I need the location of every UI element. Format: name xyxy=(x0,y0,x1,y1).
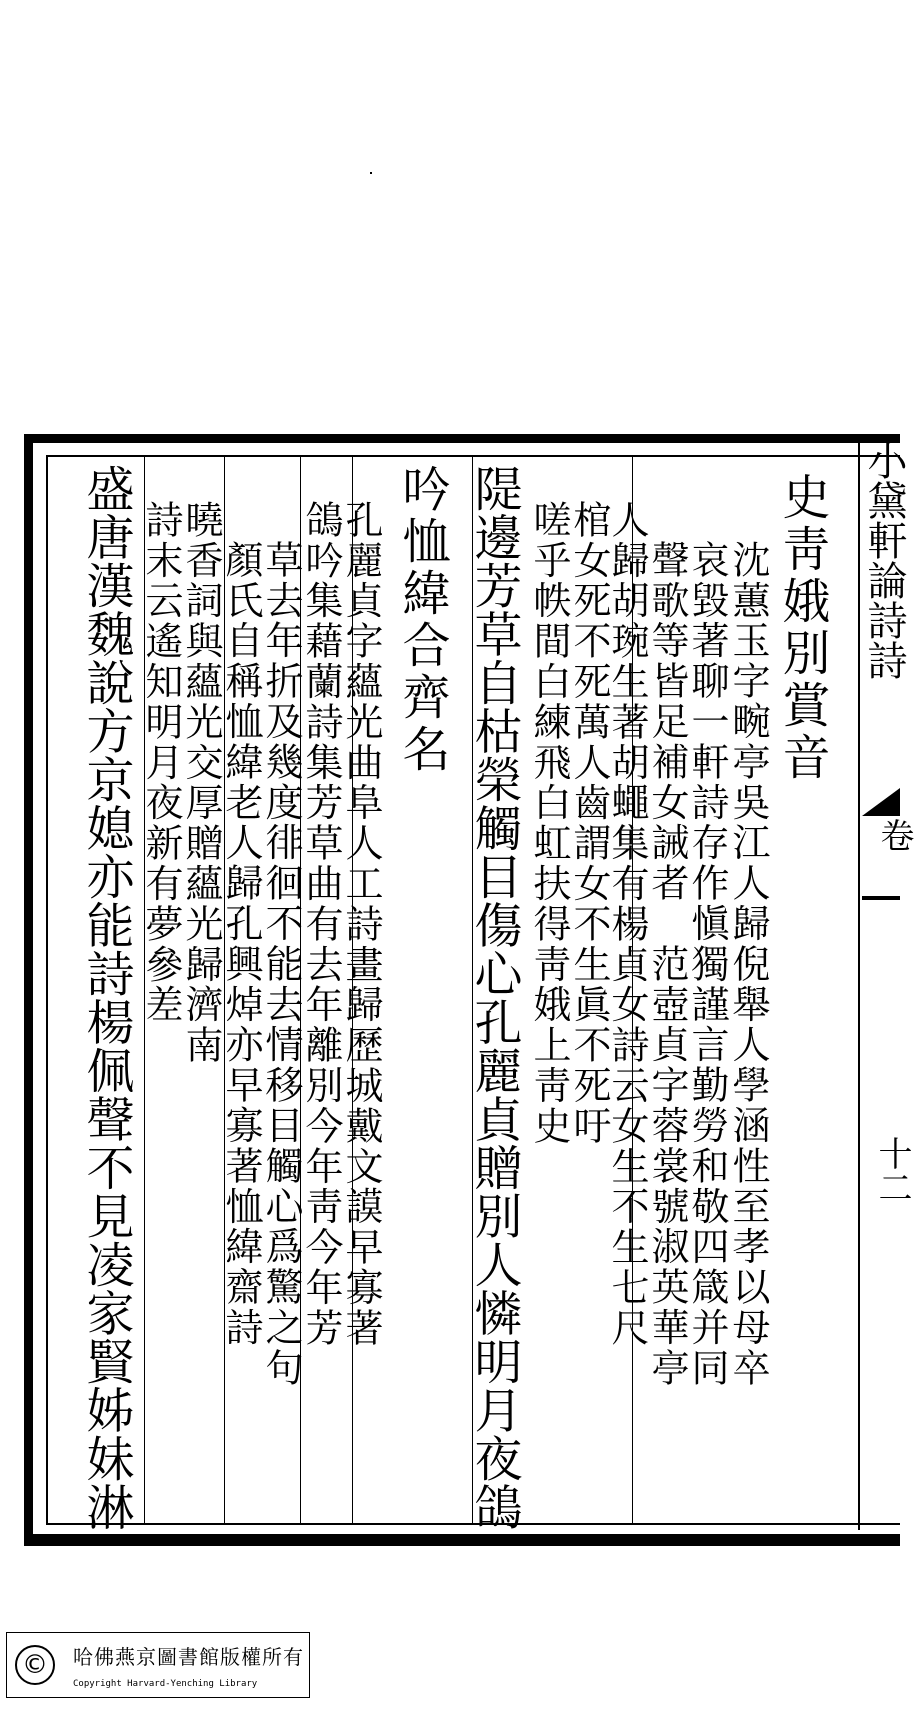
commentary-column: 棺女死不死萬人齒謂女不生眞不死吁 xyxy=(567,500,611,1147)
commentary-column: 聲歌等皆足補女誡者 范壺貞字蓉裳號淑英華亭 xyxy=(645,540,689,1389)
commentary-column: 哀毀著聊一軒詩存作愼獨謹言勤勞和敬四箴并同 xyxy=(685,540,729,1389)
fold-divider xyxy=(862,896,900,900)
fold-book-title: 小黛軒論詩詩 xyxy=(861,440,907,680)
commentary-column: 曉香詞與蘊光交厚贈蘊光歸濟南 xyxy=(179,500,223,1066)
copyright-english: Copyright Harvard-Yenching Library xyxy=(73,1679,258,1689)
commentary-column: 詩末云遙知明月夜新有夢參差 xyxy=(139,500,183,1026)
commentary-column: 沈蕙玉字畹亭吳江人歸倪舉人學涵性至孝以母卒 xyxy=(726,540,770,1389)
poem-title: 史靑娥別賞音 xyxy=(774,472,830,784)
commentary-column: 嗟乎帙間白練飛白虹扶得靑娥上靑史 xyxy=(527,500,571,1147)
commentary-column: 顏氏自稱恤緯老人歸孔興焯亦早寡著恤緯齋詩 xyxy=(219,540,263,1348)
copyright-stamp xyxy=(6,1632,310,1698)
commentary-column: 鴿吟集藉蘭詩集芳草曲有去年離別今年靑今年芳 xyxy=(299,500,343,1349)
copyright-chinese: 哈佛燕京圖書館版權所有 xyxy=(73,1645,304,1669)
commentary-column: 人歸胡琬生著胡蠅集有楊貞女詩云女生不生七尺 xyxy=(605,500,649,1349)
verse-column: 隄邊芳草自枯榮觸目傷心孔麗貞贈別人憐明月夜鴿 xyxy=(466,464,522,1531)
commentary-column: 草去年折及幾度徘徊不能去情移目觸心爲驚之句 xyxy=(259,540,303,1389)
fold-juan-label: 卷 xyxy=(874,818,914,852)
commentary-column: 孔麗貞字蘊光曲阜人工詩畫歸歷城戴文謨早寡著 xyxy=(339,500,383,1349)
copyright-icon: © xyxy=(15,1645,55,1685)
fold-page-number: 十二 xyxy=(872,1136,912,1204)
verse-column: 盛唐漢魏說方京媳亦能詩楊佩聲不見凌家賢姊妹淋 xyxy=(78,464,134,1531)
verse-column: 吟恤緯合齊名 xyxy=(394,464,450,776)
ink-speck xyxy=(370,172,372,174)
